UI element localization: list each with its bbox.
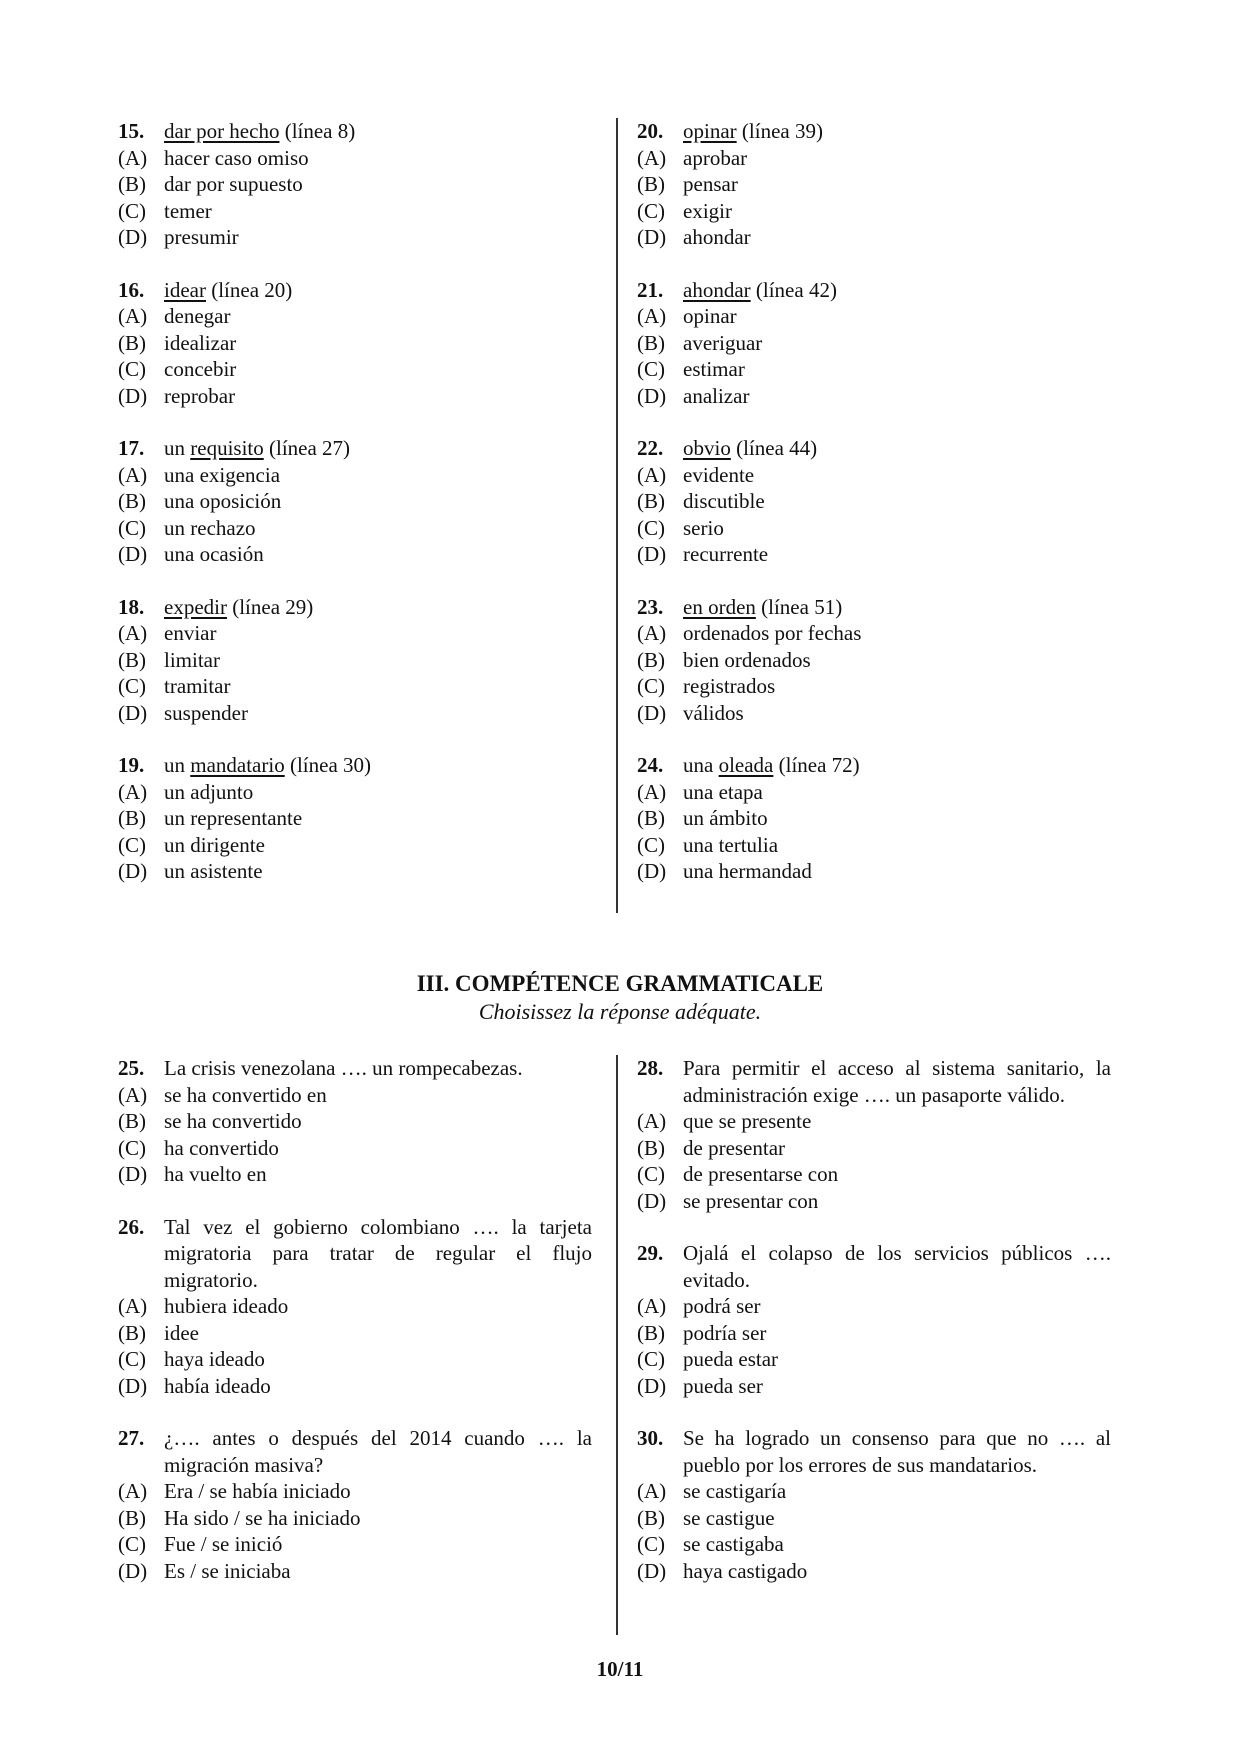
answer-option	[637, 145, 1111, 172]
question-stem	[118, 752, 592, 779]
option-text: una etapa	[683, 779, 763, 804]
question-prefix: un	[164, 436, 191, 460]
option-text: registrados	[683, 674, 776, 698]
option-text: que se presente	[683, 1109, 812, 1133]
option-text: exigir	[683, 198, 732, 223]
answer-option	[637, 1558, 1111, 1585]
option-text: idealizar	[164, 330, 237, 355]
answer-option	[118, 1558, 592, 1585]
answer-option	[637, 1346, 1111, 1373]
question-line-ref: (línea 44)	[730, 436, 818, 460]
option-text: había ideado	[164, 1373, 271, 1398]
question-item	[118, 1055, 592, 1188]
option-text: recurrente	[683, 542, 769, 566]
answer-option	[118, 515, 592, 542]
section-subtitle: Choisissez la réponse adéquate.	[478, 999, 762, 1024]
option-label: (C)	[637, 674, 665, 698]
answer-option	[118, 1082, 592, 1109]
option-text: enviar	[164, 621, 217, 645]
option-label: (D)	[637, 1558, 667, 1583]
option-label: (A)	[637, 1294, 667, 1318]
answer-option	[118, 330, 592, 357]
option-label: (D)	[118, 225, 148, 249]
option-text: ha convertido	[164, 1135, 279, 1160]
question-word: oleada	[718, 753, 774, 777]
option-label: (B)	[118, 489, 146, 513]
question-item	[118, 118, 592, 251]
question-word: idear	[164, 277, 206, 302]
question-stem	[637, 1425, 1111, 1478]
option-text: aprobar	[683, 145, 748, 170]
answer-option	[637, 541, 1111, 568]
option-text: bien ordenados	[683, 647, 811, 672]
option-text: ha vuelto en	[164, 1162, 267, 1186]
question-stem	[637, 1055, 1111, 1108]
option-label: (A)	[637, 1109, 667, 1133]
option-text: un asistente	[164, 859, 263, 883]
option-text: se ha convertido en	[164, 1082, 327, 1107]
option-label: (B)	[637, 1320, 665, 1345]
question-stem	[637, 752, 1111, 779]
question-stem	[637, 435, 1111, 462]
question-item	[118, 1425, 592, 1584]
option-label: (C)	[637, 1162, 665, 1186]
answer-option	[118, 1505, 592, 1532]
answer-option	[637, 1135, 1111, 1162]
answer-option	[637, 779, 1111, 806]
answer-option	[118, 1478, 592, 1505]
option-label: (C)	[118, 1135, 146, 1160]
option-label: (D)	[637, 859, 667, 883]
question-text	[683, 752, 1111, 779]
answer-option	[118, 198, 592, 225]
answer-option	[118, 647, 592, 674]
answer-option	[637, 1188, 1111, 1215]
question-stem	[118, 1214, 592, 1294]
option-label: (D)	[118, 700, 148, 725]
option-label: (C)	[637, 832, 665, 857]
question-number: 21.	[637, 277, 664, 302]
answer-option	[118, 805, 592, 832]
option-label: (C)	[118, 832, 146, 857]
question-stem	[637, 118, 1111, 145]
option-text: se ha convertido	[164, 1109, 302, 1133]
option-text: opinar	[683, 304, 737, 328]
option-label: (C)	[118, 515, 146, 540]
grammar-right-column	[637, 1055, 1111, 1584]
option-label: (C)	[118, 1532, 146, 1556]
section-header	[0, 970, 1240, 1026]
option-text: se castigue	[683, 1505, 775, 1530]
answer-option	[118, 356, 592, 383]
question-number: 22.	[637, 436, 664, 460]
question-text: Tal vez el gobierno colombiano …. la tarjeta migratoria para tratar de regular el flujo migratorio.	[164, 1214, 592, 1292]
grammar-column-divider	[616, 1055, 618, 1635]
question-number: 29.	[637, 1241, 664, 1265]
option-text: analizar	[683, 383, 750, 408]
option-label: (D)	[637, 1188, 667, 1213]
question-line-ref: (línea 39)	[736, 119, 823, 143]
option-label: (B)	[118, 1505, 146, 1530]
option-text: se castigaba	[683, 1532, 784, 1556]
option-label: (A)	[637, 462, 667, 487]
question-stem	[118, 118, 592, 145]
option-label: (A)	[637, 1479, 667, 1503]
question-text	[164, 435, 592, 462]
option-text: Era / se había iniciado	[164, 1479, 351, 1503]
option-text: haya castigado	[683, 1558, 808, 1583]
question-text	[164, 752, 592, 779]
option-label: (A)	[118, 145, 148, 170]
page-number: 10/11	[596, 1657, 644, 1681]
option-text: podría ser	[683, 1320, 767, 1345]
answer-option	[637, 356, 1111, 383]
question-stem	[118, 435, 592, 462]
option-text: un adjunto	[164, 779, 254, 804]
question-prefix: un	[164, 753, 191, 777]
option-label: (D)	[118, 859, 148, 883]
question-line-ref: (línea 20)	[205, 277, 293, 302]
option-text: discutible	[683, 489, 765, 513]
option-label: (B)	[118, 1109, 146, 1133]
option-label: (A)	[637, 304, 667, 328]
question-text: Para permitir el acceso al sistema sanitario, la administración exige …. un pasaporte válido.	[683, 1056, 1111, 1107]
answer-option	[118, 673, 592, 700]
option-text: hacer caso omiso	[164, 145, 309, 170]
answer-option	[118, 1373, 592, 1400]
option-text: concebir	[164, 357, 237, 381]
option-label: (D)	[637, 383, 667, 408]
option-text: Fue / se inició	[164, 1532, 283, 1556]
question-word: obvio	[683, 436, 731, 460]
option-text: se castigaría	[683, 1479, 787, 1503]
option-text: serio	[683, 515, 724, 540]
vocab-right-column	[637, 118, 1111, 885]
answer-option	[637, 1108, 1111, 1135]
question-number: 23.	[637, 594, 664, 619]
option-label: (A)	[118, 1479, 148, 1503]
option-label: (D)	[637, 700, 667, 725]
question-item	[637, 277, 1111, 410]
question-word: en orden	[683, 594, 756, 619]
option-text: dar por supuesto	[164, 172, 303, 196]
question-line-ref: (línea 8)	[279, 119, 356, 143]
question-stem	[637, 277, 1111, 304]
option-text: tramitar	[164, 674, 231, 698]
option-label: (A)	[637, 145, 667, 170]
answer-option	[637, 171, 1111, 198]
option-label: (B)	[118, 1320, 146, 1345]
option-text: suspender	[164, 700, 248, 725]
option-label: (D)	[118, 1558, 148, 1583]
question-item	[637, 1240, 1111, 1399]
option-label: (A)	[118, 621, 148, 645]
option-text: ahondar	[683, 225, 751, 249]
option-label: (A)	[637, 779, 667, 804]
option-text: temer	[164, 198, 212, 223]
option-label: (C)	[637, 1347, 665, 1371]
question-item	[118, 1214, 592, 1400]
answer-option	[637, 462, 1111, 489]
question-line-ref: (línea 29)	[226, 594, 314, 619]
option-text: limitar	[164, 647, 220, 672]
question-text: La crisis venezolana …. un rompecabezas.	[164, 1056, 523, 1080]
question-text	[683, 594, 1111, 621]
question-text: Se ha logrado un consenso para que no …. al pueblo por los errores de sus mandatarios.	[683, 1426, 1111, 1477]
question-text: ¿…. antes o después del 2014 cuando …. la migración masiva?	[164, 1426, 592, 1477]
option-label: (D)	[118, 1162, 148, 1186]
option-label: (B)	[637, 489, 665, 513]
answer-option	[637, 330, 1111, 357]
option-label: (B)	[637, 330, 665, 355]
question-item	[637, 1055, 1111, 1214]
question-text	[164, 277, 592, 304]
question-line-ref: (línea 51)	[755, 594, 843, 619]
option-text: estimar	[683, 357, 745, 381]
option-label: (C)	[118, 357, 146, 381]
vocab-column-divider	[616, 118, 618, 913]
option-label: (B)	[637, 172, 665, 196]
answer-option	[637, 1505, 1111, 1532]
option-label: (D)	[118, 1373, 148, 1398]
question-word: dar por hecho	[164, 119, 280, 143]
question-number: 25.	[118, 1056, 145, 1080]
option-label: (C)	[637, 357, 665, 381]
answer-option	[118, 1531, 592, 1558]
answer-option	[118, 1108, 592, 1135]
vocab-left-column	[118, 118, 592, 885]
answer-option	[118, 1320, 592, 1347]
answer-option	[637, 224, 1111, 251]
answer-option	[637, 383, 1111, 410]
option-text: reprobar	[164, 383, 236, 408]
question-word: opinar	[683, 119, 737, 143]
option-label: (B)	[118, 172, 146, 196]
option-label: (C)	[637, 198, 665, 223]
question-text	[683, 118, 1111, 145]
question-number: 28.	[637, 1056, 664, 1080]
question-stem	[118, 1425, 592, 1478]
question-stem	[637, 594, 1111, 621]
question-item	[637, 752, 1111, 885]
question-item	[118, 277, 592, 410]
option-text: Es / se iniciaba	[164, 1558, 291, 1583]
option-label: (A)	[118, 1294, 148, 1318]
option-label: (C)	[118, 198, 146, 223]
answer-option	[118, 1346, 592, 1373]
option-text: de presentarse con	[683, 1162, 839, 1186]
option-text: pensar	[683, 172, 738, 196]
question-text: Ojalá el colapso de los servicios públicos …. evitado.	[683, 1241, 1111, 1292]
answer-option	[118, 700, 592, 727]
option-text: una oposición	[164, 489, 282, 513]
option-label: (B)	[637, 1135, 665, 1160]
question-number: 24.	[637, 753, 664, 777]
answer-option	[637, 832, 1111, 859]
option-label: (A)	[118, 462, 148, 487]
answer-option	[118, 779, 592, 806]
question-item	[118, 435, 592, 568]
question-line-ref: (línea 27)	[263, 436, 351, 460]
option-text: se presentar con	[683, 1188, 819, 1213]
question-word: ahondar	[683, 277, 751, 302]
question-number: 17.	[118, 436, 145, 460]
answer-option	[637, 198, 1111, 225]
answer-option	[637, 647, 1111, 674]
option-text: un representante	[164, 806, 303, 830]
answer-option	[637, 1161, 1111, 1188]
answer-option	[118, 145, 592, 172]
question-stem	[118, 1055, 592, 1082]
answer-option	[637, 805, 1111, 832]
option-text: denegar	[164, 304, 231, 328]
answer-option	[637, 488, 1111, 515]
option-label: (D)	[118, 383, 148, 408]
grammar-left-column	[118, 1055, 592, 1584]
option-label: (C)	[118, 674, 146, 698]
question-text	[683, 435, 1111, 462]
option-text: una tertulia	[683, 832, 779, 857]
answer-option	[637, 620, 1111, 647]
answer-option	[118, 620, 592, 647]
question-stem	[637, 1240, 1111, 1293]
question-item	[637, 435, 1111, 568]
option-label: (B)	[637, 647, 665, 672]
question-number: 16.	[118, 277, 145, 302]
question-line-ref: (línea 72)	[773, 753, 860, 777]
answer-option	[637, 1373, 1111, 1400]
question-item	[637, 594, 1111, 727]
option-label: (C)	[637, 515, 665, 540]
question-number: 27.	[118, 1426, 145, 1450]
option-text: pueda estar	[683, 1347, 779, 1371]
option-label: (D)	[118, 542, 148, 566]
answer-option	[637, 673, 1111, 700]
option-label: (D)	[637, 542, 667, 566]
answer-option	[637, 303, 1111, 330]
question-word: requisito	[190, 436, 264, 460]
option-text: un rechazo	[164, 515, 256, 540]
option-label: (B)	[118, 647, 146, 672]
answer-option	[637, 858, 1111, 885]
option-label: (C)	[637, 1532, 665, 1556]
option-text: Ha sido / se ha iniciado	[164, 1505, 361, 1530]
question-prefix: una	[683, 753, 719, 777]
option-label: (C)	[118, 1347, 146, 1371]
option-text: ordenados por fechas	[683, 621, 862, 645]
option-label: (B)	[637, 1505, 665, 1530]
question-line-ref: (línea 30)	[284, 753, 372, 777]
answer-option	[637, 1293, 1111, 1320]
question-stem	[118, 594, 592, 621]
answer-option	[118, 224, 592, 251]
option-text: haya ideado	[164, 1347, 265, 1371]
option-text: de presentar	[683, 1135, 786, 1160]
answer-option	[637, 1320, 1111, 1347]
option-label: (A)	[118, 779, 148, 804]
option-text: un ámbito	[683, 806, 768, 830]
option-label: (D)	[637, 225, 667, 249]
option-text: una hermandad	[683, 859, 812, 883]
answer-option	[118, 171, 592, 198]
answer-option	[118, 541, 592, 568]
question-text	[164, 118, 592, 145]
question-number: 19.	[118, 753, 145, 777]
question-number: 15.	[118, 119, 145, 143]
option-label: (A)	[118, 1082, 148, 1107]
option-label: (D)	[637, 1373, 667, 1398]
option-label: (B)	[637, 806, 665, 830]
option-text: evidente	[683, 462, 755, 487]
question-line-ref: (línea 42)	[750, 277, 837, 302]
question-item	[118, 594, 592, 727]
option-label: (A)	[118, 304, 148, 328]
answer-option	[118, 832, 592, 859]
option-text: pueda ser	[683, 1373, 763, 1398]
answer-option	[118, 1161, 592, 1188]
question-number: 18.	[118, 594, 145, 619]
question-stem	[118, 277, 592, 304]
option-text: válidos	[683, 700, 744, 725]
answer-option	[118, 462, 592, 489]
option-label: (B)	[118, 330, 146, 355]
question-text	[164, 594, 592, 621]
answer-option	[637, 1531, 1111, 1558]
option-text: un dirigente	[164, 832, 265, 857]
option-text: una exigencia	[164, 462, 281, 487]
answer-option	[118, 488, 592, 515]
answer-option	[637, 700, 1111, 727]
answer-option	[118, 1135, 592, 1162]
answer-option	[118, 1293, 592, 1320]
question-number: 26.	[118, 1214, 145, 1239]
question-number: 20.	[637, 119, 664, 143]
option-text: averiguar	[683, 330, 763, 355]
option-label: (A)	[637, 621, 667, 645]
answer-option	[118, 303, 592, 330]
question-item	[637, 118, 1111, 251]
option-label: (B)	[118, 806, 146, 830]
question-item	[637, 1425, 1111, 1584]
option-text: presumir	[164, 225, 239, 249]
answer-option	[118, 383, 592, 410]
answer-option	[637, 1478, 1111, 1505]
option-text: idee	[164, 1320, 199, 1345]
option-text: hubiera ideado	[164, 1294, 289, 1318]
answer-option	[118, 858, 592, 885]
answer-option	[637, 515, 1111, 542]
question-item	[118, 752, 592, 885]
option-text: una ocasión	[164, 542, 264, 566]
question-word: mandatario	[190, 753, 285, 777]
option-text: podrá ser	[683, 1294, 761, 1318]
question-text	[683, 277, 1111, 304]
section-title: III. COMPÉTENCE GRAMMATICALE	[416, 971, 824, 996]
question-word: expedir	[164, 594, 227, 619]
question-number: 30.	[637, 1426, 664, 1450]
